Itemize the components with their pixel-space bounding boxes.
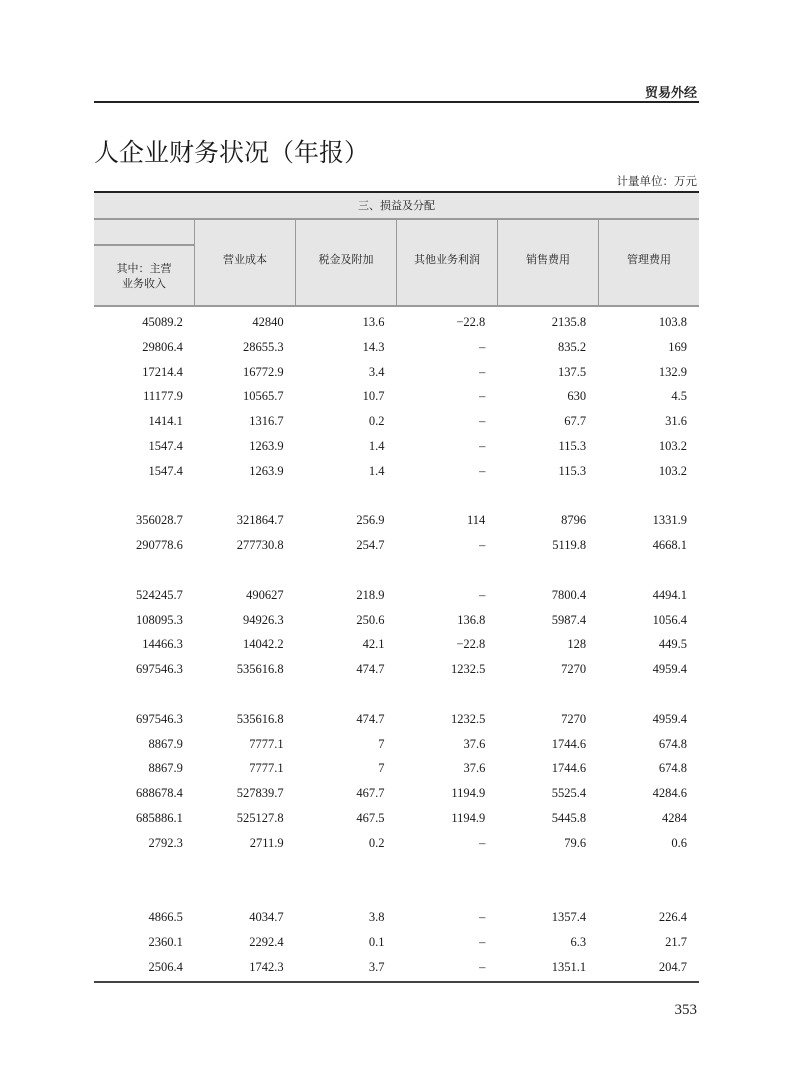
- table-cell: 0.2: [368, 414, 385, 429]
- table-row: [94, 756, 699, 781]
- table-cell: 29806.4: [142, 339, 183, 354]
- table-cell: 132.9: [658, 364, 687, 379]
- table-cell: 169: [668, 339, 687, 354]
- table-cell: 490627: [246, 587, 284, 602]
- table-row: [94, 384, 699, 409]
- table-row: [94, 632, 699, 657]
- table-cell: 254.7: [356, 538, 385, 553]
- table-cell: 4284.6: [652, 786, 687, 801]
- table-row-blank: [94, 558, 699, 583]
- table-cell: 4959.4: [652, 662, 687, 677]
- table-cell: 4668.1: [652, 538, 687, 553]
- table-cell: 5525.4: [551, 786, 587, 801]
- table-cell: 103.8: [658, 315, 687, 329]
- table-row: [94, 930, 699, 955]
- table-cell: 527839.7: [236, 786, 284, 801]
- table-cell: 1.4: [368, 438, 385, 453]
- financial-table: [94, 191, 699, 983]
- table-cell: 10565.7: [243, 389, 284, 404]
- table-cell: 45089.2: [142, 315, 183, 329]
- table-body: [94, 307, 699, 980]
- table-cell: –: [479, 587, 486, 602]
- table-cell: 14.3: [362, 339, 385, 354]
- table-cell: 128: [567, 637, 587, 652]
- table-cell: 1194.9: [451, 810, 486, 825]
- table-cell: 467.5: [356, 810, 385, 825]
- table-cell: 10.7: [362, 389, 385, 404]
- table-cell: 136.8: [457, 612, 486, 627]
- table-cell: 7270: [561, 711, 587, 726]
- table-row: [94, 806, 699, 831]
- table-cell: 1316.7: [249, 414, 284, 429]
- column-header-label: 税金及附加: [318, 253, 374, 266]
- table-cell: –: [479, 339, 486, 354]
- table-cell: 1742.3: [249, 959, 284, 974]
- table-cell: 17214.4: [142, 364, 183, 379]
- page-number: 353: [674, 1002, 697, 1018]
- table-cell: 3.8: [368, 910, 385, 925]
- table-row: [94, 310, 699, 335]
- table-cell: 449.5: [658, 637, 687, 652]
- table-row: [94, 905, 699, 930]
- column-header-operating-cost: [194, 220, 295, 305]
- table-cell: 1351.1: [551, 959, 587, 974]
- table-cell: 2360.1: [148, 934, 183, 949]
- table-cell: 103.2: [658, 463, 687, 478]
- table-cell: 94926.3: [243, 612, 284, 627]
- table-cell: 474.7: [356, 662, 385, 677]
- table-cell: −22.8: [456, 315, 486, 329]
- table-cell: 697546.3: [135, 711, 183, 726]
- table-cell: 0.6: [671, 835, 687, 850]
- column-header-taxes: [295, 220, 396, 305]
- table-cell: 250.6: [356, 612, 385, 627]
- table-row: [94, 707, 699, 732]
- table-cell: 1331.9: [652, 513, 687, 528]
- table-cell: 674.8: [658, 736, 687, 751]
- column-header-line2: 业务收入: [122, 276, 166, 290]
- table-cell: 79.6: [564, 835, 587, 850]
- table-cell: 1232.5: [450, 662, 486, 677]
- table-cell: 467.7: [356, 786, 385, 801]
- table-cell: 4284: [661, 810, 687, 825]
- table-cell: 1744.6: [551, 761, 587, 776]
- table-cell: 525127.8: [236, 810, 284, 825]
- table-cell: 16772.9: [243, 364, 284, 379]
- table-cell: 5987.4: [551, 612, 587, 627]
- table-cell: 1056.4: [652, 612, 687, 627]
- table-cell: 2792.3: [148, 835, 183, 850]
- table-cell: 37.6: [463, 761, 486, 776]
- table-cell: 218.9: [356, 587, 385, 602]
- table-cell: 204.7: [658, 959, 687, 974]
- table-cell: 67.7: [564, 414, 587, 429]
- table-row-blank: [94, 856, 699, 881]
- table-cell: –: [479, 910, 486, 925]
- table-cell: 14042.2: [243, 637, 284, 652]
- table-cell: 535616.8: [236, 662, 284, 677]
- table-cell: 1547.4: [148, 463, 183, 478]
- table-cell: 4494.1: [652, 587, 687, 602]
- table-cell: 1263.9: [249, 438, 284, 453]
- table-cell: 4.5: [671, 389, 687, 404]
- table-cell: 103.2: [658, 438, 687, 453]
- table-cell: 28655.3: [243, 339, 284, 354]
- table-cell: –: [479, 389, 486, 404]
- table-cell: 290778.6: [135, 538, 183, 553]
- table-cell: 256.9: [356, 513, 385, 528]
- column-header-main-revenue: [94, 220, 194, 305]
- table-cell: 321864.7: [236, 513, 284, 528]
- table-cell: 37.6: [463, 736, 486, 751]
- table-cell: –: [479, 463, 486, 478]
- table-cell: 685886.1: [135, 810, 183, 825]
- table-row-blank: [94, 484, 699, 509]
- table-cell: 356028.7: [135, 513, 183, 528]
- table-cell: 21.7: [665, 934, 687, 949]
- table-cell: 6.3: [570, 934, 587, 949]
- group-header: 三、损益及分配: [94, 193, 699, 220]
- table-cell: 524245.7: [135, 587, 183, 602]
- column-header-label: 营业成本: [223, 253, 267, 266]
- table-row-blank: [94, 682, 699, 707]
- table-cell: 8867.9: [148, 761, 183, 776]
- table-cell: 688678.4: [135, 786, 183, 801]
- table-cell: 474.7: [356, 711, 385, 726]
- table-row: [94, 434, 699, 459]
- table-cell: 277730.8: [236, 538, 284, 553]
- table-row: [94, 360, 699, 385]
- column-header-label: 销售费用: [526, 253, 570, 266]
- table-cell: 697546.3: [135, 662, 183, 677]
- table-row: [94, 781, 699, 806]
- column-header-spacer: [94, 220, 194, 246]
- table-cell: 835.2: [558, 339, 587, 354]
- table-cell: 7777.1: [249, 761, 284, 776]
- table-cell: 1232.5: [450, 711, 486, 726]
- table-cell: 115.3: [558, 438, 587, 453]
- table-cell: –: [479, 364, 486, 379]
- table-cell: –: [479, 538, 486, 553]
- table-cell: 13.6: [362, 315, 385, 329]
- page-title: 人企业财务状况（年报）: [94, 138, 370, 167]
- table-cell: 0.2: [368, 835, 385, 850]
- table-row: [94, 608, 699, 633]
- table-cell: 4034.7: [249, 910, 284, 925]
- table-cell: 31.6: [665, 414, 687, 429]
- section-label: 贸易外经: [644, 86, 697, 101]
- column-header-label: 其他业务利润: [414, 253, 480, 266]
- table-row: [94, 657, 699, 682]
- column-header-other-profit: [396, 220, 497, 305]
- table-cell: 535616.8: [236, 711, 284, 726]
- table-cell: 630: [567, 389, 587, 404]
- table-cell: –: [479, 414, 486, 429]
- column-header-sales-expense: [497, 220, 598, 305]
- table-cell: 1194.9: [451, 786, 486, 801]
- table-row: [94, 533, 699, 558]
- table-cell: 7800.4: [551, 587, 587, 602]
- table-row-blank: [94, 880, 699, 905]
- table-row: [94, 508, 699, 533]
- table-cell: 2711.9: [249, 835, 284, 850]
- table-bottom-rule: [94, 981, 699, 983]
- table-cell: 108095.3: [135, 612, 183, 627]
- table-cell: 42.1: [362, 637, 385, 652]
- table-cell: 1744.6: [551, 736, 587, 751]
- table-cell: 4866.5: [148, 910, 183, 925]
- table-row: [94, 583, 699, 608]
- table-cell: 7270: [561, 662, 587, 677]
- column-header-main-revenue-label: [94, 246, 194, 305]
- table-row: [94, 459, 699, 484]
- table-cell: 2135.8: [551, 315, 587, 329]
- table-row: [94, 732, 699, 757]
- table-cell: 11177.9: [143, 389, 183, 404]
- table-cell: 226.4: [658, 910, 687, 925]
- table-row: [94, 955, 699, 980]
- table-cell: 1547.4: [148, 438, 183, 453]
- table-cell: 1263.9: [249, 463, 284, 478]
- table-cell: −22.8: [456, 637, 486, 652]
- table-cell: 114: [467, 513, 486, 528]
- table-cell: –: [479, 438, 486, 453]
- table-cell: 674.8: [658, 761, 687, 776]
- table-cell: –: [479, 835, 486, 850]
- table-cell: 137.5: [558, 364, 587, 379]
- table-cell: 3.4: [368, 364, 385, 379]
- table-cell: 8796: [561, 513, 587, 528]
- table-cell: 7777.1: [249, 736, 284, 751]
- column-header-label: 管理费用: [627, 253, 671, 266]
- table-cell: 7: [378, 736, 385, 751]
- table-cell: 7: [378, 761, 385, 776]
- table-cell: 3.7: [368, 959, 385, 974]
- table-cell: 2292.4: [249, 934, 284, 949]
- table-cell: 2506.4: [148, 959, 183, 974]
- table-cell: 1.4: [368, 463, 385, 478]
- table-cell: 8867.9: [148, 736, 183, 751]
- column-header-line1: 其中：主营: [116, 261, 172, 275]
- header-rule: [94, 101, 699, 103]
- table-row: [94, 409, 699, 434]
- table-cell: 5119.8: [552, 538, 587, 553]
- table-cell: –: [479, 959, 486, 974]
- table-cell: 42840: [252, 315, 284, 329]
- table-cell: 14466.3: [142, 637, 183, 652]
- table-cell: 0.1: [368, 934, 385, 949]
- column-header-admin-expense: [598, 220, 699, 305]
- table-cell: 1357.4: [551, 910, 587, 925]
- table-row: [94, 335, 699, 360]
- column-headers: [94, 220, 699, 307]
- table-cell: 5445.8: [551, 810, 587, 825]
- table-row: [94, 831, 699, 856]
- table-cell: 4959.4: [652, 711, 687, 726]
- table-cell: –: [479, 934, 486, 949]
- table-cell: 115.3: [558, 463, 587, 478]
- unit-label: 计量单位：万元: [616, 174, 697, 188]
- table-cell: 1414.1: [148, 414, 183, 429]
